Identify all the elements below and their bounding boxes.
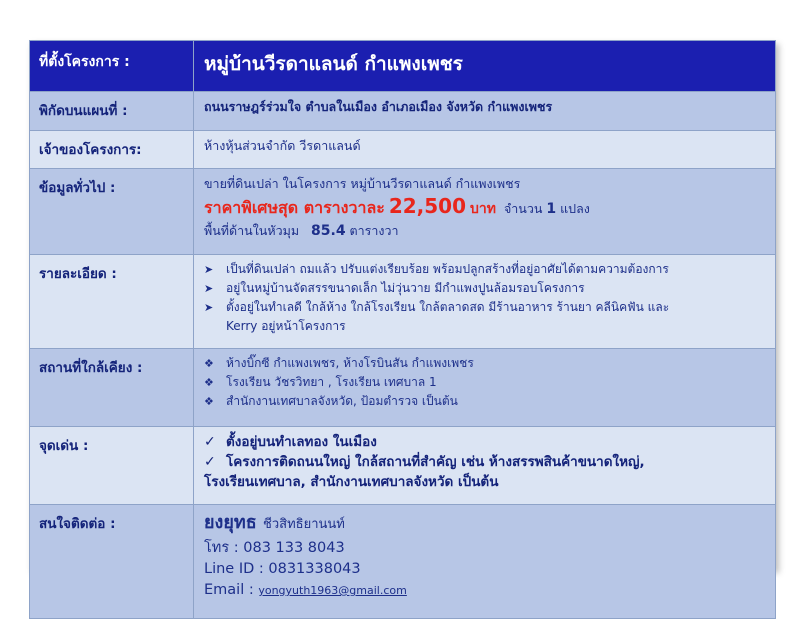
contact-email-line — [204, 580, 775, 601]
list-item-continuation: โรงเรียนเทศบาล, สำนักงานเทศบาลจังหวัด เป็นต้น — [204, 474, 499, 490]
project-owner-row — [30, 131, 776, 169]
plot-count-unit: แปลง — [560, 201, 590, 216]
area-value: 85.4 — [311, 223, 346, 239]
highlights-list — [204, 432, 775, 492]
diamond-cluster-bullet-icon: ❖ — [204, 395, 214, 408]
list-item: ➤ เป็นที่ดินเปล่า ถมแล้ว ปรับแต่งเรียบร้อย พร้อมปลูกสร้างที่อยู่อาศัยได้ตามความต้องการ — [204, 260, 775, 279]
list-item: ❖ ห้างบิ๊กซี กำแพงเพชร, ห้างโรบินสัน กำแพงเพชร — [204, 354, 775, 373]
contact-email-link[interactable]: yongyuth1963@gmail.com — [258, 584, 407, 597]
contact-last-name: ชีวสิทธิยานนท์ — [263, 517, 345, 532]
project-location-label: ที่ตั้งโครงการ : — [30, 41, 194, 92]
details-label: รายละเอียด : — [30, 255, 194, 349]
list-item: ❖ โรงเรียน วัชรวิทยา , โรงเรียน เทศบาล 1 — [204, 373, 775, 392]
diamond-cluster-bullet-icon: ❖ — [204, 357, 214, 370]
details-list — [204, 260, 775, 336]
arrowhead-bullet-icon: ➤ — [204, 263, 214, 276]
project-name: หมู่บ้านวีรดาแลนด์ กำแพงเพชร — [194, 41, 776, 92]
check-mark-icon: ✓ — [204, 434, 216, 450]
contact-email-label: Email : — [204, 582, 254, 598]
list-item: ✓ โครงการติดถนนใหญ่ ใกล้สถานที่สำคัญ เช่น ห้างสรรพสินค้าขนาดใหญ่, — [204, 454, 645, 470]
nearby-places-row — [30, 349, 776, 427]
details-row — [30, 255, 776, 349]
price-line — [204, 194, 775, 221]
contact-label: สนใจติดต่อ : — [30, 505, 194, 619]
contact-line-id: Line ID : 0831338043 — [204, 561, 361, 577]
contact-row — [30, 505, 776, 619]
property-info-table — [29, 40, 776, 619]
general-info-label: ข้อมูลทั่วไป : — [30, 169, 194, 255]
list-item: ❖ สำนักงานเทศบาลจังหวัด, ป้อมตำรวจ เป็นต้น — [204, 392, 775, 411]
highlights-label: จุดเด่น : — [30, 427, 194, 505]
project-owner-value: ห้างหุ้นส่วนจำกัด วีรดาแลนด์ — [194, 131, 776, 169]
price-unit: บาท — [470, 201, 496, 217]
project-owner-label: เจ้าของโครงการ: — [30, 131, 194, 169]
nearby-places-label: สถานที่ใกล้เคียง : — [30, 349, 194, 427]
contact-first-name: ยงยุทธ — [204, 512, 257, 533]
general-info-row — [30, 169, 776, 255]
area-line — [204, 221, 775, 241]
nearby-places-list — [204, 354, 775, 411]
contact-name — [204, 510, 775, 538]
list-item: ✓ ตั้งอยู่บนทำเลทอง ในเมือง — [204, 434, 377, 450]
check-mark-icon: ✓ — [204, 454, 216, 470]
list-item: ➤ อยู่ในหมู่บ้านจัดสรรขนาดเล็ก ไม่วุ่นวาย มีกำแพงปูนล้อมรอบโครงการ — [204, 279, 775, 298]
map-coordinates-value: ถนนราษฎร์ร่วมใจ ตำบลในเมือง อำเภอเมือง จังหวัด กำแพงเพชร — [204, 99, 553, 114]
contact-phone: โทร : 083 133 8043 — [204, 540, 345, 556]
map-coordinates-label: พิกัดบนแผนที่ : — [30, 92, 194, 131]
plot-count-value: 1 — [546, 201, 557, 217]
area-prefix: พื้นที่ด้านในหัวมุม — [204, 223, 300, 238]
list-item-continuation: Kerry อยู่หน้าโครงการ — [226, 319, 346, 333]
price-value: 22,500 — [388, 194, 467, 218]
arrowhead-bullet-icon: ➤ — [204, 301, 214, 314]
arrowhead-bullet-icon: ➤ — [204, 282, 214, 295]
plot-count-prefix: จำนวน — [503, 201, 543, 216]
general-info-line1: ขายที่ดินเปล่า ในโครงการ หมู่บ้านวีรดาแลนด์ กำแพงเพชร — [204, 176, 521, 191]
list-item: ➤ ตั้งอยู่ในทำเลดี ใกล้ห้าง ใกล้โรงเรียน ใกล้ตลาดสด มีร้านอาหาร ร้านยา คลีนิคฟัน และ — [204, 298, 775, 317]
property-info-sheet — [29, 40, 776, 598]
project-location-row — [30, 41, 776, 92]
price-prefix: ราคาพิเศษสุด ตารางวาละ — [204, 198, 385, 217]
map-coordinates-row — [30, 92, 776, 131]
area-unit: ตารางวา — [349, 223, 399, 238]
diamond-cluster-bullet-icon: ❖ — [204, 376, 214, 389]
highlights-row — [30, 427, 776, 505]
